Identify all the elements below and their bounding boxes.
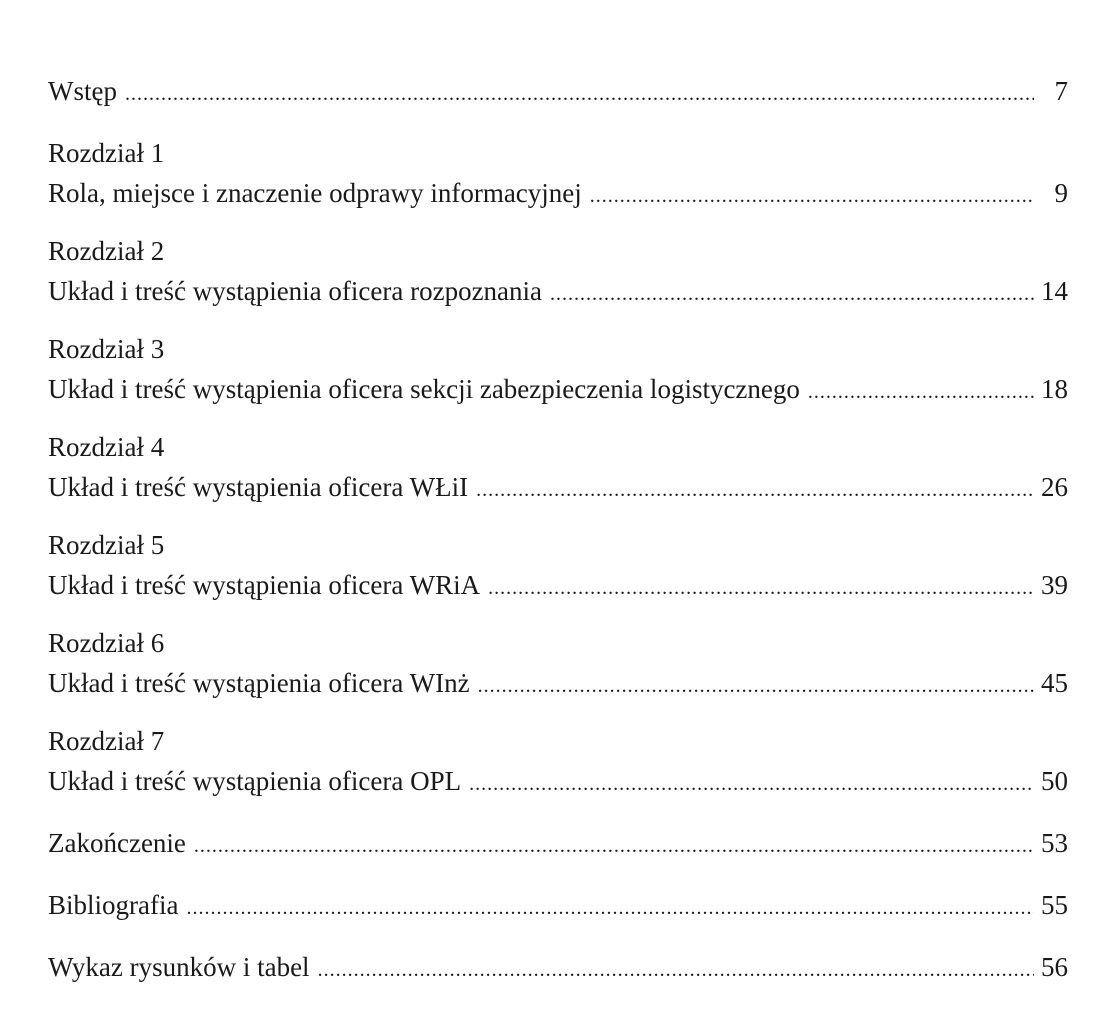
toc-line bbox=[48, 762, 1068, 800]
toc-entry-title: Układ i treść wystąpienia oficera sekcji zabezpieczenia logistycznego bbox=[48, 374, 800, 404]
toc-entry-title: Wykaz rysunków i tabel bbox=[48, 952, 310, 982]
toc-entry-chapter-6 bbox=[48, 624, 1068, 702]
toc-entry-title: Układ i treść wystąpienia oficera OPL bbox=[48, 766, 462, 796]
toc-line bbox=[48, 566, 1068, 604]
chapter-label: Rozdział 6 bbox=[48, 628, 165, 658]
dot-leader bbox=[488, 569, 1034, 607]
dot-leader bbox=[476, 471, 1034, 509]
dot-leader bbox=[318, 951, 1034, 989]
dot-leader bbox=[186, 889, 1034, 927]
toc-page-number: 55 bbox=[1041, 890, 1068, 920]
dot-leader bbox=[469, 765, 1034, 803]
chapter-label: Rozdział 1 bbox=[48, 138, 165, 168]
toc-page-number: 9 bbox=[1054, 178, 1068, 208]
toc-page-number: 39 bbox=[1041, 570, 1068, 600]
dot-leader bbox=[550, 275, 1034, 313]
dot-leader bbox=[808, 373, 1034, 411]
dot-leader bbox=[478, 667, 1034, 705]
toc-entry-bibliography bbox=[48, 886, 1068, 924]
toc-entry-title: Bibliografia bbox=[48, 890, 179, 920]
toc-entry-title: Układ i treść wystąpienia oficera WInż bbox=[48, 668, 470, 698]
toc-page-number: 50 bbox=[1041, 766, 1068, 796]
toc-page-number: 18 bbox=[1041, 374, 1068, 404]
toc-entry-figures-list bbox=[48, 948, 1068, 986]
toc-line bbox=[48, 886, 1068, 924]
toc-entry-title: Układ i treść wystąpienia oficera WŁiI bbox=[48, 472, 469, 502]
dot-leader bbox=[194, 827, 1034, 865]
toc-line bbox=[48, 370, 1068, 408]
toc-line bbox=[48, 664, 1068, 702]
toc-entry-title: Rola, miejsce i znaczenie odprawy informacyjnej bbox=[48, 178, 582, 208]
toc-entry-chapter-3 bbox=[48, 330, 1068, 408]
dot-leader bbox=[590, 177, 1034, 215]
toc-page-number: 56 bbox=[1041, 952, 1068, 982]
toc-line bbox=[48, 468, 1068, 506]
toc-entry-conclusion bbox=[48, 824, 1068, 862]
toc-page-number: 45 bbox=[1041, 668, 1068, 698]
toc-entry-chapter-5 bbox=[48, 526, 1068, 604]
toc-entry-title: Wstęp bbox=[48, 76, 117, 106]
chapter-label: Rozdział 3 bbox=[48, 334, 165, 364]
toc-line bbox=[48, 174, 1068, 212]
chapter-label: Rozdział 7 bbox=[48, 726, 165, 756]
toc-entry-intro bbox=[48, 72, 1068, 110]
toc-entry-chapter-1 bbox=[48, 134, 1068, 212]
toc-page-number: 26 bbox=[1041, 472, 1068, 502]
toc-line bbox=[48, 72, 1068, 110]
toc-line bbox=[48, 948, 1068, 986]
toc-page-number: 53 bbox=[1041, 828, 1068, 858]
table-of-contents bbox=[48, 72, 1068, 986]
dot-leader bbox=[125, 75, 1034, 113]
toc-entry-title: Układ i treść wystąpienia oficera rozpoznania bbox=[48, 276, 543, 306]
chapter-label: Rozdział 4 bbox=[48, 432, 165, 462]
toc-entry-chapter-2 bbox=[48, 232, 1068, 310]
toc-entry-chapter-7 bbox=[48, 722, 1068, 800]
toc-page-number: 14 bbox=[1041, 276, 1068, 306]
toc-page-number: 7 bbox=[1054, 76, 1068, 106]
chapter-label: Rozdział 2 bbox=[48, 236, 165, 266]
chapter-label: Rozdział 5 bbox=[48, 530, 165, 560]
toc-line bbox=[48, 824, 1068, 862]
toc-entry-chapter-4 bbox=[48, 428, 1068, 506]
toc-line bbox=[48, 272, 1068, 310]
toc-entry-title: Układ i treść wystąpienia oficera WRiA bbox=[48, 570, 481, 600]
toc-entry-title: Zakończenie bbox=[48, 828, 186, 858]
